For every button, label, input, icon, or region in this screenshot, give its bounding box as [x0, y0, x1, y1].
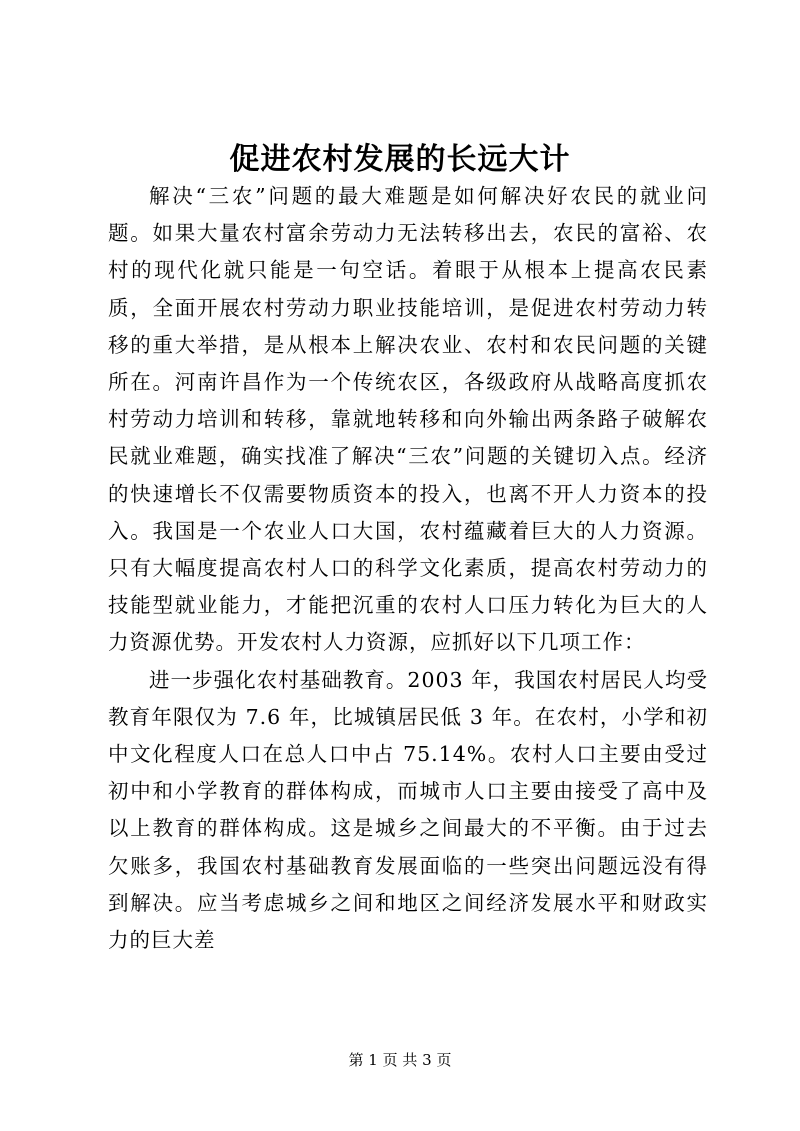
document-body — [108, 178, 708, 959]
page-footer: 第 1 页 共 3 页 — [348, 1051, 452, 1069]
paragraph: 解决“三农”问题的最大难题是如何解决好农民的就业问题。如果大量农村富余劳动力无法转移出去，农民的富裕、农村的现代化就只能是一句空话。着眼于从根本上提高农民素质，全面开展农村劳动力职业技能培训，是促进农村劳动力转移的重大举措，是从根本上解决农业、农村和农民问题的关键所在。河南许昌作为一个传统农区，各级政府从战略高度抓农村劳动力培训和转移，靠就地转移和向外输出两条路子破解农民就业难题，确实找准了解决“三农”问题的关键切入点。经济的快速增长不仅需要物质资本的投入，也离不开人力资本的投入。我国是一个农业人口大国，农村蕴藏着巨大的人力资源。只有大幅度提高农村人口的科学文化素质，提高农村劳动力的技能型就业能力，才能把沉重的农村人口压力转化为巨大的人力资源优势。开发农村人力资源，应抓好以下几项工作： — [108, 184, 708, 655]
paragraph: 进一步强化农村基础教育。2003 年，我国农村居民人均受教育年限仅为 7.6 年，比城镇居民低 3 年。在农村，小学和初中文化程度人口在总人口中占 75.14%。农村人口主要由受过初中和小学教育的群体构成，而城市人口主要由接受了高中及以上教育的群体构成。这是城乡之间最大的不平衡。由于过去欠账多，我国农村基础教育发展面临的一些突出问题远没有得到解决。应当考虑城乡之间和地区之间经济发展水平和财政实力的巨大差 — [108, 667, 708, 953]
document-title: 促进农村发展的长远大计 — [229, 142, 571, 177]
